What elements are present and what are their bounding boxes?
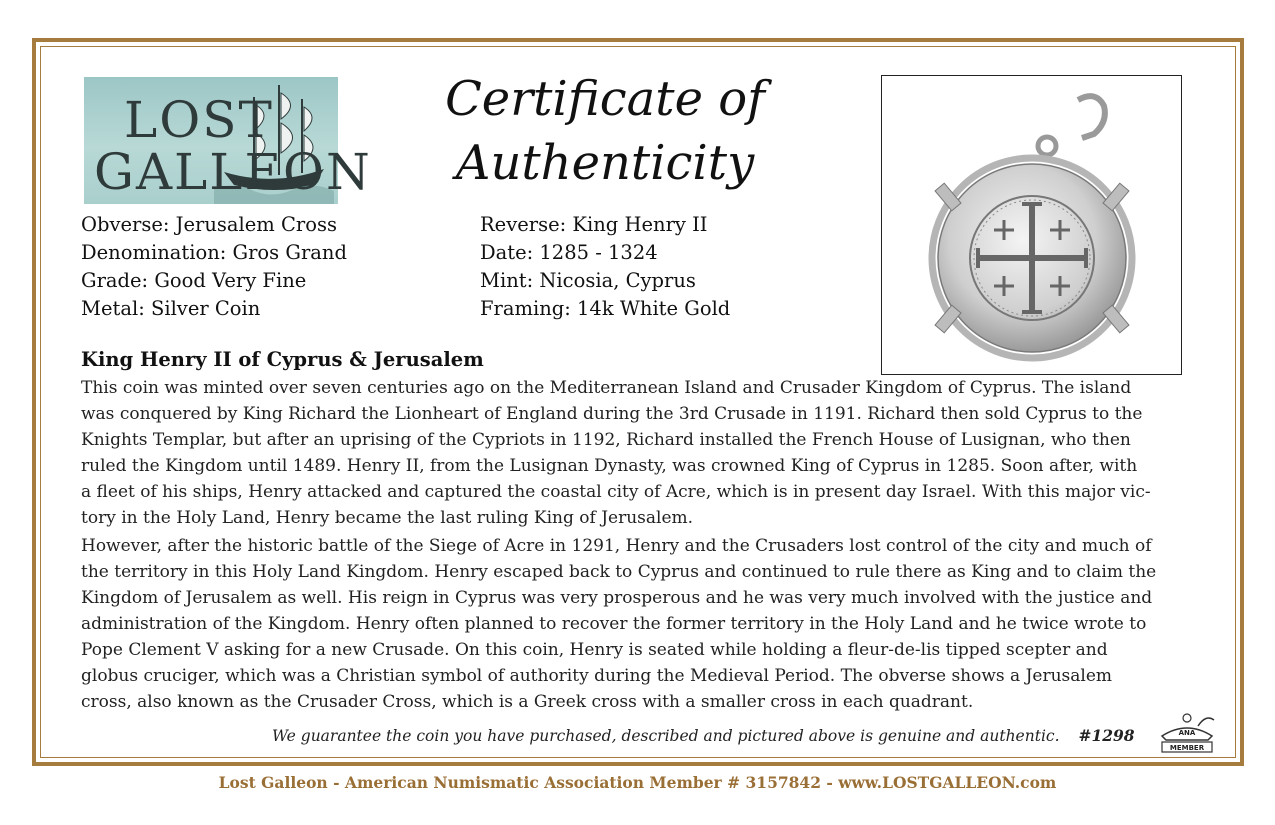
history-heading: King Henry II of Cyprus & Jerusalem	[81, 348, 484, 371]
spec-metal: Metal: Silver Coin	[81, 297, 261, 320]
body-line: a fleet of his ships, Henry attacked and captured the coastal city of Acre, which is in present day Israel. With this major vic-	[81, 482, 1151, 502]
lost-galleon-logo	[84, 77, 372, 204]
logo-text-galleon: GALLEON	[94, 143, 372, 201]
body-line: Kingdom of Jerusalem as well. His reign in Cyprus was very prosperous and he was very much involved with the justice and	[81, 588, 1153, 608]
body-line: Knights Templar, but after an uprising of the Cypriots in 1192, Richard installed the French House of Lusignan, who then	[81, 430, 1131, 450]
body-line: ruled the Kingdom until 1489. Henry II, from the Lusignan Dynasty, was crowned King of Cyprus in 1285. Soon after, with	[81, 456, 1138, 476]
ana-badge-top-text: ANA	[1178, 729, 1196, 737]
body-line: was conquered by King Richard the Lionheart of England during the 3rd Crusade in 1191. Richard then sold Cyprus to the	[81, 404, 1143, 424]
logo-text-lost: LOST	[124, 91, 274, 149]
spec-grade: Grade: Good Very Fine	[81, 269, 307, 292]
certificate-title-line-2: Authenticity	[455, 135, 755, 191]
body-line: Pope Clement V asking for a new Crusade. On this coin, Henry is seated while holding a fleur-de-lis tipped scepter and	[81, 640, 1108, 660]
spec-reverse: Reverse: King Henry II	[480, 213, 708, 236]
ana-badge-bottom-text: MEMBER	[1169, 744, 1205, 752]
ana-member-badge-icon	[1150, 706, 1224, 756]
certificate-number: #1298	[1078, 726, 1135, 745]
body-line: cross, also known as the Crusader Cross, which is a Greek cross with a smaller cross in each quadrant.	[81, 692, 974, 712]
coin-photo	[881, 75, 1182, 375]
body-line: However, after the historic battle of the Siege of Acre in 1291, Henry and the Crusaders lost control of the city and much of	[81, 536, 1152, 556]
body-line: tory in the Holy Land, Henry became the last ruling King of Jerusalem.	[81, 508, 694, 528]
body-line: globus cruciger, which was a Christian symbol of authority during the Medieval Period. The obverse shows a Jerusalem	[81, 666, 1113, 686]
spec-denomination: Denomination: Gros Grand	[81, 241, 347, 264]
footer-association-line: Lost Galleon - American Numismatic Association Member # 3157842 - www.LOSTGALLEON.com	[218, 773, 1057, 792]
spec-obverse: Obverse: Jerusalem Cross	[81, 213, 337, 236]
coin-pendant-image	[882, 76, 1180, 373]
certificate-title-line-1: Certificate of	[445, 71, 765, 127]
guarantee-statement	[272, 726, 1135, 745]
guarantee-text: We guarantee the coin you have purchased, described and pictured above is genuine and authentic.	[272, 727, 1060, 745]
body-line: This coin was minted over seven centuries ago on the Mediterranean Island and Crusader Kingdom of Cyprus. The island	[81, 378, 1132, 398]
body-line: the territory in this Holy Land Kingdom. Henry escaped back to Cyprus and continued to rule there as King and to claim the	[81, 562, 1157, 582]
body-line: administration of the Kingdom. Henry often planned to recover the former territory in the Holy Land and he twice wrote to	[81, 614, 1147, 634]
specs-right-column	[480, 211, 730, 323]
spec-framing: Framing: 14k White Gold	[480, 297, 731, 320]
spec-date: Date: 1285 - 1324	[480, 241, 658, 264]
specs-left-column	[81, 211, 347, 323]
spec-mint: Mint: Nicosia, Cyprus	[480, 269, 696, 292]
